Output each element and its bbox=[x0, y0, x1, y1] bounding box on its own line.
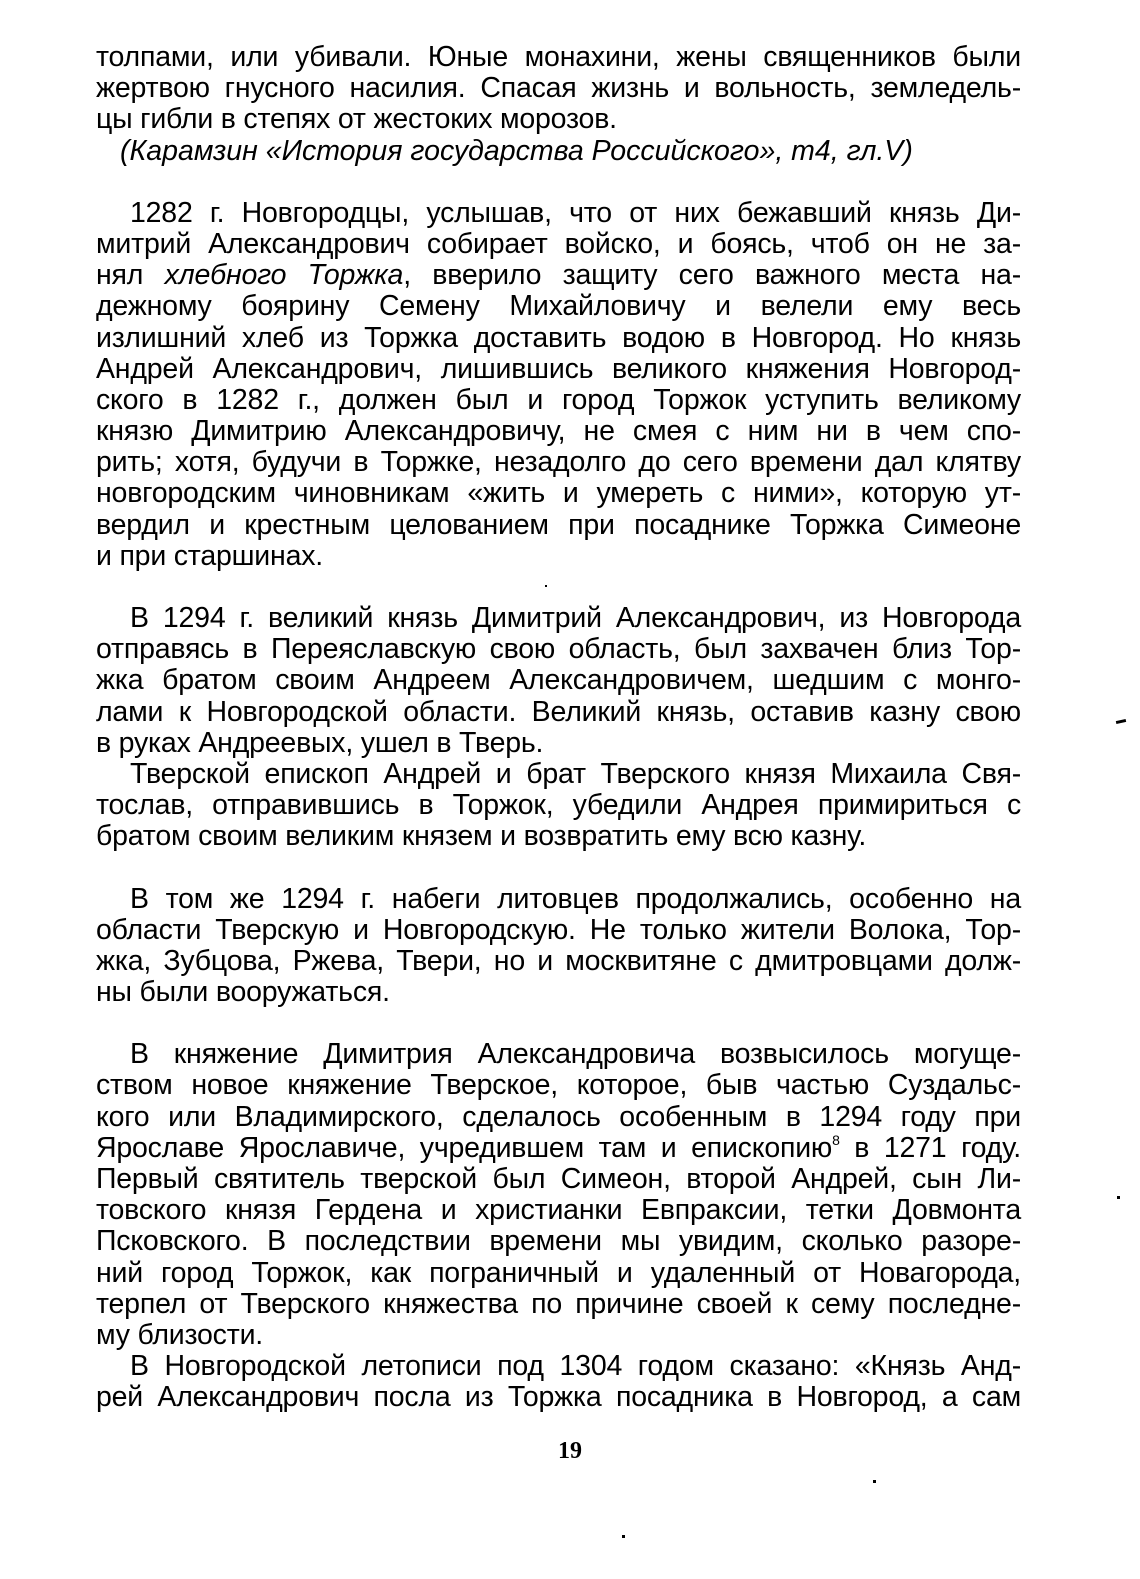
citation: (Карамзин «История государства Российского», т4, гл.V) bbox=[120, 134, 913, 167]
text-line: излишний хлеб из Торжка доставить водою в Новгород. Но князь bbox=[96, 321, 1021, 354]
text-line: ством новое княжение Тверское, которое, быв частью Суздальс- bbox=[96, 1069, 1021, 1102]
text-line: В том же 1294 г. набеги литовцев продолжались, особенно на bbox=[130, 882, 1021, 915]
text-line: жертвою гнусного насилия. Спасая жизнь и вольность, земледель- bbox=[96, 72, 1021, 105]
text-line: В 1294 г. великий князь Димитрий Александрович, из Новгорода bbox=[130, 602, 1021, 634]
text-line: тослав, отправившись в Торжок, убедили Андрея примириться с bbox=[96, 789, 1021, 822]
text-line: в руках Андреевых, ушел в Тверь. bbox=[96, 726, 544, 759]
text-span: вверило защиту сего важного места на- bbox=[432, 259, 1021, 292]
text-line: князю Димитрию Александровичу, не смея с ним ни в чем спо- bbox=[96, 415, 1021, 448]
text-line: ний город Торжок, как пограничный и удаленный от Новагорода, bbox=[96, 1256, 1021, 1289]
text-line: отправясь в Переяславскую свою область, был захвачен близ Тор- bbox=[96, 633, 1021, 666]
text-line: митрий Александрович собирает войско, и боясь, чтоб он не за- bbox=[96, 227, 1021, 260]
text-span: , bbox=[403, 259, 433, 292]
text-line: жка братом своим Андреем Александровичем, шедшим с монго- bbox=[96, 664, 1021, 697]
text-line: кого или Владимирского, сделалось особенным в 1294 году при bbox=[96, 1100, 1021, 1133]
text-line: братом своим великим князем и возвратить ему всю казну. bbox=[96, 820, 867, 853]
text-span: нял bbox=[96, 259, 165, 292]
document-page bbox=[96, 42, 1021, 1414]
text-line: товского князя Гердена и христианки Евпраксии, тетки Довмонта bbox=[96, 1194, 1021, 1227]
scan-speck bbox=[545, 585, 547, 587]
text-line: Первый святитель тверской был Симеон, второй Андрей, сын Ли- bbox=[96, 1163, 1021, 1195]
text-line: новгородским чиновникам «жить и умереть с ними», которую ут- bbox=[96, 477, 1021, 510]
text-line: рей Александрович посла из Торжка посадника в Новгород, а сам bbox=[96, 1381, 1021, 1414]
page-number: 19 bbox=[558, 1438, 582, 1464]
text-line: В Новгородской летописи под 1304 годом сказано: «Князь Анд- bbox=[130, 1350, 1021, 1383]
paragraph-tver bbox=[96, 1039, 1021, 1351]
text-line: дежному боярину Семену Михайловичу и велели ему весь bbox=[96, 290, 1021, 323]
text-line: вердил и крестным целованием при посаднике Торжка Симеоне bbox=[96, 508, 1021, 541]
text-line: цы гибли в степях от жестоких морозов. bbox=[96, 103, 617, 136]
text-line: области Тверскую и Новгородскую. Не только жители Волока, Тор- bbox=[96, 913, 1021, 946]
text-line bbox=[96, 1133, 1021, 1164]
text-span: Ярославе Ярославиче, учредившем там и епископию bbox=[96, 1131, 833, 1164]
scan-speck bbox=[1116, 719, 1126, 724]
text-line: рить; хотя, будучи в Торжке, незадолго до сего времени дал клятву bbox=[96, 446, 1021, 479]
paragraph-bishop bbox=[96, 759, 1021, 853]
text-line: му близости. bbox=[96, 1318, 264, 1351]
text-line: жка, Зубцова, Ржева, Твери, но и москвитяне с дмитровцами долж- bbox=[96, 944, 1021, 977]
text-line: терпел от Тверского княжества по причине своей к сему последне- bbox=[96, 1287, 1021, 1320]
paragraph-lithuanians bbox=[96, 884, 1021, 1009]
scan-speck bbox=[622, 1535, 625, 1538]
text-line: Тверской епископ Андрей и брат Тверского князя Михаила Свя- bbox=[130, 757, 1021, 790]
text-line: ны были вооружаться. bbox=[96, 976, 390, 1009]
text-line: толпами, или убивали. Юные монахини, жены священников были bbox=[96, 41, 1021, 73]
paragraph-opening bbox=[96, 42, 1021, 167]
scan-speck bbox=[873, 1480, 876, 1483]
paragraph-chronicle bbox=[96, 1351, 1021, 1413]
text-line: 1282 г. Новгородцы, услышав, что от них бежавший князь Ди- bbox=[130, 196, 1021, 229]
text-line bbox=[96, 260, 1021, 291]
scan-speck bbox=[1117, 1196, 1120, 1199]
text-line: и при старшинах. bbox=[96, 539, 323, 572]
text-line: Псковского. В последствии времени мы увидим, сколько разоре- bbox=[96, 1225, 1021, 1258]
paragraph-1294 bbox=[96, 603, 1021, 759]
text-line: Андрей Александрович, лишившись великого княжения Новгород- bbox=[96, 352, 1021, 385]
italic-emphasis: хлебного Торжка bbox=[164, 259, 404, 292]
footnote-ref: 8 bbox=[832, 1131, 840, 1148]
paragraph-1282 bbox=[96, 198, 1021, 572]
text-line: ского в 1282 г., должен был и город Торжок уступить великому bbox=[96, 383, 1021, 416]
text-line: лами к Новгородской области. Великий князь, оставив казну свою bbox=[96, 695, 1021, 728]
text-line: В княжение Димитрия Александровича возвысилось могуще- bbox=[130, 1038, 1021, 1071]
text-span: в 1271 году. bbox=[839, 1131, 1022, 1164]
